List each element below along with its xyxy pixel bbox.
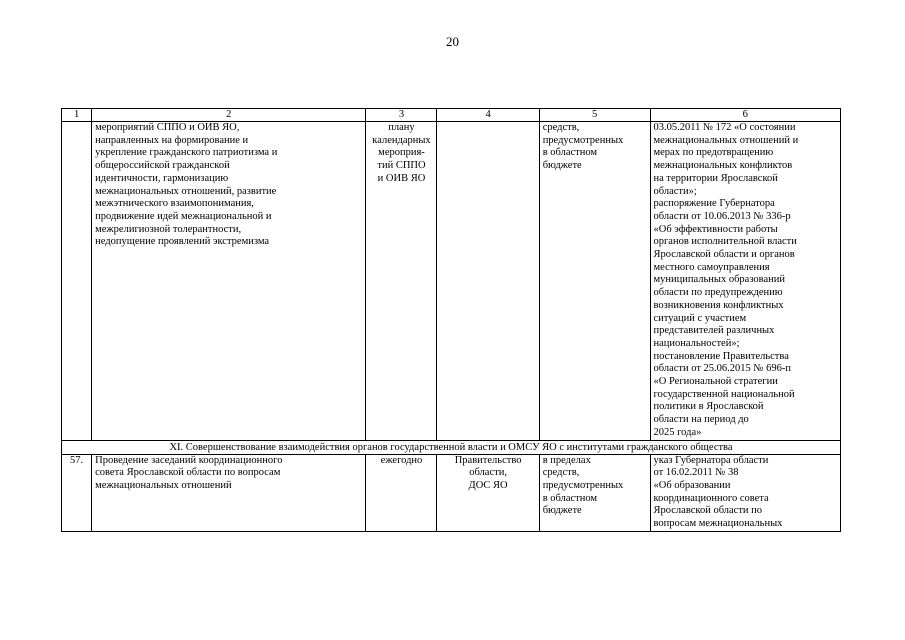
cell-text-line: межнациональных конфликтов	[653, 160, 793, 172]
cell-text-line: 03.05.2011 № 172 «О состоянии	[653, 122, 796, 133]
funding-cell	[539, 454, 650, 531]
cell-text-line: Ярославской области по	[653, 505, 763, 517]
cell-text-line: от 16.02.2011 № 38	[653, 467, 739, 479]
cell-text-line: идентичности, гармонизацию	[95, 172, 229, 184]
section-row	[62, 440, 841, 454]
funding-cell	[539, 122, 650, 441]
cell-text-line: бюджете	[542, 160, 582, 172]
column-number: 2	[92, 109, 366, 122]
cell-text-line: межрелигиозной толерантности,	[95, 223, 242, 235]
cell-text-line: укрепление гражданского патриотизма и	[95, 147, 278, 159]
cell-text-line: календарных	[372, 134, 431, 146]
event-description-cell	[92, 454, 366, 531]
cell-text-line: бюджете	[542, 505, 582, 517]
legal-basis-cell	[650, 454, 841, 531]
event-description-cell	[92, 122, 366, 441]
cell-text-line: политики в Ярославской	[653, 401, 764, 413]
legal-basis-cell	[650, 122, 841, 441]
cell-text-line: области от 10.06.2013 № 336-р	[653, 210, 791, 222]
deadline-cell	[366, 122, 437, 441]
cell-text-line: мерах по предотвращению	[653, 147, 774, 159]
cell-text-line: общероссийской гражданской	[95, 160, 230, 172]
cell-text-line: «О Региональной стратегии	[653, 376, 778, 388]
cell-text-line: совета Ярославской области по вопросам	[95, 467, 281, 479]
cell-text-line: недопущение проявлений экстремизма	[95, 236, 270, 248]
cell-text-line: Проведение заседаний координационного	[95, 454, 283, 466]
cell-text-line: средств,	[542, 122, 580, 133]
cell-text-line: на территории Ярославской	[653, 172, 778, 184]
cell-text-line: Правительство	[454, 454, 522, 466]
cell-text-line: области,	[469, 467, 507, 479]
cell-text-line: указ Губернатора области	[653, 454, 769, 466]
table-row-continued	[62, 122, 841, 441]
cell-text-line: представителей различных	[653, 325, 775, 337]
column-number: 3	[366, 109, 437, 122]
column-number: 4	[437, 109, 539, 122]
plan-table	[61, 108, 841, 532]
column-number-row	[62, 109, 841, 122]
cell-text-line: предусмотренных	[542, 479, 624, 491]
column-number: 6	[650, 109, 841, 122]
cell-text-line: ситуаций с участием	[653, 312, 747, 324]
cell-text-line: и ОИВ ЯО	[377, 172, 426, 184]
cell-text-line: направленных на формирование и	[95, 134, 249, 146]
executor-cell	[437, 122, 539, 441]
cell-text-line: органов исполнительной власти	[653, 236, 797, 248]
cell-text-line: области»;	[653, 185, 697, 197]
cell-text-line: в областном	[542, 492, 598, 504]
cell-text-line: межнациональных отношений и	[653, 134, 799, 146]
cell-text-line: мероприятий СППО и ОИВ ЯО,	[95, 122, 240, 133]
cell-text-line: продвижение идей межнациональной и	[95, 210, 272, 222]
cell-text-line: в областном	[542, 147, 598, 159]
row-number-cell	[62, 122, 92, 441]
cell-text-line: местного самоуправления	[653, 261, 770, 273]
column-number: 1	[62, 109, 92, 122]
cell-text-line: межнациональных отношений, развитие	[95, 185, 277, 197]
column-number: 5	[539, 109, 650, 122]
cell-text-line: области по предупреждению	[653, 287, 783, 299]
cell-text-line: «Об эффективности работы	[653, 223, 778, 235]
cell-text-line: «Об образовании	[653, 479, 731, 491]
cell-text-line: предусмотренных	[542, 134, 624, 146]
cell-text-line: вопросам межнациональных	[653, 518, 783, 530]
cell-text-line: 2025 года»	[653, 426, 702, 438]
deadline-cell	[366, 454, 437, 531]
cell-text-line: области на период до	[653, 414, 749, 426]
cell-text-line: межнациональных отношений	[95, 479, 232, 491]
cell-text-line: национальностей»;	[653, 337, 740, 349]
table-row-57	[62, 454, 841, 531]
cell-text-line: области от 25.06.2015 № 696-п	[653, 363, 791, 375]
cell-text-line: возникновения конфликтных	[653, 299, 784, 311]
section-title: XI. Совершенствование взаимодействия органов государственной власти и ОМСУ ЯО с институтами гражданского общества	[62, 440, 841, 454]
cell-text-line: распоряжение Губернатора	[653, 198, 775, 210]
cell-text-line: ежегодно	[380, 454, 423, 466]
cell-text-line: постановление Правительства	[653, 350, 789, 362]
cell-text-line: муниципальных образований	[653, 274, 785, 286]
executor-cell	[437, 454, 539, 531]
row-number-cell: 57.	[62, 454, 92, 531]
cell-text-line: Ярославской области и органов	[653, 249, 795, 261]
page-number: 20	[446, 34, 459, 49]
cell-text-line: государственной национальной	[653, 388, 795, 400]
cell-text-line: в пределах	[542, 454, 591, 466]
cell-text-line: плану	[388, 122, 415, 133]
cell-text-line: мероприя-	[378, 147, 425, 159]
cell-text-line: тий СППО	[377, 160, 426, 172]
cell-text-line: ДОС ЯО	[468, 479, 508, 491]
cell-text-line: межэтнического взаимопонимания,	[95, 198, 254, 210]
cell-text-line: средств,	[542, 467, 580, 479]
cell-text-line: координационного совета	[653, 492, 769, 504]
